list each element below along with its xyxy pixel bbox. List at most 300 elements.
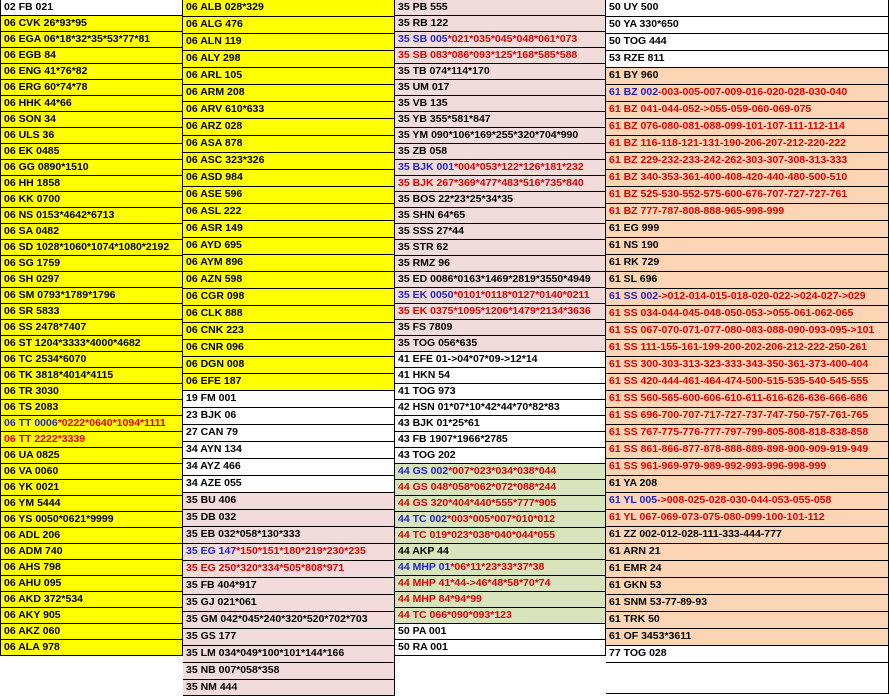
cell-text: 06 ASC 323*326 [186,154,265,166]
cell-text: 06 DGN 008 [186,358,245,370]
cell-text: 06 AZN 598 [186,273,243,285]
cell[interactable] [606,561,889,578]
cell-text: 61 YL 005 [609,494,658,506]
cell-text: 61 SS 300-303-313-323-333-343-350-361-373-400-404 [609,358,869,370]
cell-text: 06 HH 1858 [4,177,61,189]
cell[interactable] [183,119,395,136]
cell[interactable] [0,96,183,112]
cell-text: 61 TRK 50 [609,613,660,625]
cell[interactable] [0,528,183,544]
cell-text: 35 LM 034*049*100*101*144*166 [186,647,345,659]
cell[interactable] [0,288,183,304]
cell-text: 06 SG 1759 [4,257,61,269]
cell[interactable] [395,320,606,336]
cell-text: 35 SSS 27*44 [398,225,464,237]
cell[interactable] [0,544,183,560]
cell-text: *150*151*180*219*230*235 [236,545,366,557]
cell[interactable] [0,208,183,224]
cell[interactable] [0,112,183,128]
cell-text: 19 FM 001 [186,392,237,404]
cell[interactable] [395,144,606,160]
cell[interactable] [0,464,183,480]
cell[interactable] [0,640,183,656]
cell-text: 06 ARZ 028 [186,120,243,132]
cell-text: 61 EG 999 [609,222,660,234]
cell[interactable] [395,624,606,640]
cell-text: 06 CLK 888 [186,307,243,319]
cell[interactable] [395,640,606,656]
cell[interactable] [0,0,183,16]
cell[interactable] [395,224,606,240]
cell-text: 06 TR 3030 [4,385,59,397]
cell-text: 06 ALY 298 [186,52,241,64]
cell-text: 35 GS 177 [186,630,237,642]
cell[interactable] [183,442,395,459]
cell[interactable] [183,629,395,646]
cell[interactable] [395,512,606,528]
cell[interactable] [0,512,183,528]
cell-text: 44 GS 320*404*440*555*777*905 [398,497,557,509]
cell[interactable] [0,496,183,512]
cell[interactable] [183,0,395,17]
cell[interactable] [0,448,183,464]
cell[interactable] [0,368,183,384]
cell[interactable] [0,80,183,96]
cell[interactable] [606,595,889,612]
cell-text: 61 SS 560-565-600-606-610-611-616-626-636-666-686 [609,392,868,404]
cell-text: 06 TK 3818*4014*4115 [4,369,114,381]
cell[interactable] [395,480,606,496]
cell-text: 06 ERG 60*74*78 [4,81,88,93]
cell[interactable] [183,272,395,289]
cell[interactable] [606,85,889,102]
cell-text: 35 YB 355*581*847 [398,113,491,125]
cell[interactable] [395,64,606,80]
cell-text: 06 YS 0050*0621*9999 [4,513,114,525]
cell-text: 06 ASA 878 [186,137,243,149]
cell-text: 06 SA 0482 [4,225,60,237]
cell[interactable] [183,68,395,85]
cell-text: 06 EFE 187 [186,375,242,387]
cell[interactable] [0,64,183,80]
cell[interactable] [183,51,395,68]
cell-text: 61 RK 729 [609,256,660,268]
cell-text: *007*023*034*038*044 [448,465,557,477]
cell[interactable] [183,493,395,510]
cell[interactable] [0,192,183,208]
cell[interactable] [606,476,889,493]
cell[interactable] [606,442,889,459]
cell[interactable] [606,68,889,85]
cell[interactable] [183,425,395,442]
cell[interactable] [0,576,183,592]
cell[interactable] [395,400,606,416]
cell[interactable] [395,560,606,576]
cell[interactable] [0,176,183,192]
cell[interactable] [606,289,889,306]
cell-text: *06*11*23*33*37*38 [450,561,545,573]
cell-text: 50 PA 001 [398,625,447,637]
cell-text: 61 SS 420-444-461-464-474-500-515-535-540-545-555 [609,375,869,387]
cell-text: 06 AYM 896 [186,256,244,268]
cell[interactable] [606,629,889,646]
cell-text: 06 ASD 984 [186,171,243,183]
cell-text: 50 UY 500 [609,1,659,13]
cell[interactable] [183,238,395,255]
cell-text: 61 BY 960 [609,69,659,81]
cell-text: 06 ST 1204*3333*4000*4682 [4,337,141,349]
cell[interactable] [183,663,395,680]
cell-text: 06 CGR 098 [186,290,245,302]
cell-text: 23 BJK 06 [186,409,237,421]
cell[interactable] [395,256,606,272]
cell[interactable] [395,432,606,448]
cell[interactable] [395,416,606,432]
cell[interactable] [395,32,606,48]
cell[interactable] [606,408,889,425]
cell[interactable] [183,17,395,34]
cell[interactable] [395,208,606,224]
cell[interactable] [606,221,889,238]
cell-text: 35 UM 017 [398,81,450,93]
cell-text: ->008-025-028-030-044-053-055-058 [657,494,832,506]
cell[interactable] [606,663,889,694]
cell[interactable] [395,16,606,32]
cell-text: 35 BJK 001 [398,161,455,173]
cell[interactable] [183,340,395,357]
cell-text: 43 FB 1907*1966*2785 [398,433,508,445]
cell[interactable] [183,510,395,527]
cell[interactable] [395,128,606,144]
cell[interactable] [183,595,395,612]
cell[interactable] [183,357,395,374]
cell-text: 06 ASR 149 [186,222,243,234]
cell[interactable] [183,136,395,153]
cell-text: 06 AYD 695 [186,239,242,251]
cell[interactable] [606,51,889,68]
cell[interactable] [606,646,889,663]
cell-text: 61 BZ 229-232-233-242-262-303-307-308-313-333 [609,154,848,166]
cell[interactable] [0,336,183,352]
cell-text: 06 AKZ 060 [4,625,61,637]
cell[interactable] [0,352,183,368]
cell[interactable] [606,255,889,272]
cell-text: 06 YM 5444 [4,497,61,509]
cell-text: 77 TOG 028 [609,647,667,659]
cell-text: 34 AYN 134 [186,443,242,455]
cell[interactable] [606,374,889,391]
cell[interactable] [395,496,606,512]
cell[interactable] [0,16,183,32]
cell[interactable] [606,102,889,119]
cell[interactable] [606,544,889,561]
cell[interactable] [606,340,889,357]
cell-text: 61 SS 767-775-776-777-797-799-805-808-818-838-858 [609,426,869,438]
cell[interactable] [183,170,395,187]
cell-text: 35 FS 7809 [398,321,453,333]
cell[interactable] [395,528,606,544]
cell-text: 61 SS 002 [609,290,659,302]
cell[interactable] [183,187,395,204]
cell[interactable] [183,306,395,323]
cell[interactable] [0,32,183,48]
cell[interactable] [0,416,183,432]
cell[interactable] [0,144,183,160]
cell[interactable] [395,592,606,608]
cell-text: 06 ADM 740 [4,545,63,557]
cell-text: 06 CVK 26*93*95 [4,17,87,29]
cell-text: 35 RB 122 [398,17,449,29]
cell-text: 50 RA 001 [398,641,448,653]
cell[interactable] [395,288,606,304]
cell-text: *004*053*122*126*181*232 [454,161,584,173]
cell[interactable] [0,560,183,576]
cell[interactable] [606,425,889,442]
cell[interactable] [606,136,889,153]
cell[interactable] [395,336,606,352]
cell-text: 35 BOS 22*23*25*34*35 [398,193,514,205]
cell[interactable] [0,432,183,448]
cell[interactable] [183,578,395,595]
cell[interactable] [0,48,183,64]
cell-text: 61 BZ 041-044-052->055-059-060-069-075 [609,103,812,115]
cell[interactable] [0,384,183,400]
cell[interactable] [606,323,889,340]
cell[interactable] [395,0,606,16]
cell[interactable] [606,510,889,527]
cell-text: 53 RZE 811 [609,52,665,64]
cell[interactable] [183,102,395,119]
cell-text: 35 RMZ 96 [398,257,450,269]
cell-text: -003-005-007-009-016-020-028-030-040 [658,86,848,98]
cell[interactable] [395,464,606,480]
cell[interactable] [0,608,183,624]
cell[interactable] [606,306,889,323]
cell[interactable] [606,170,889,187]
cell-text: 35 SHN 64*65 [398,209,466,221]
cell-text: 61 GKN 53 [609,579,662,591]
cell-text: 35 BJK 267*369*477*483*516*735*840 [398,177,584,189]
cell-text: 35 ED 0086*0163*1469*2819*3550*4949 [398,273,591,285]
cell-text: 06 SD 1028*1060*1074*1080*2192 [4,241,170,253]
cell-text: 44 GS 048*058*062*072*088*244 [398,481,557,493]
cell[interactable] [395,240,606,256]
cell-text: 35 PB 555 [398,1,448,13]
cell-text: 06 TS 2083 [4,401,59,413]
cell-text: 06 ULS 36 [4,129,55,141]
cell[interactable] [395,608,606,624]
cell[interactable] [183,153,395,170]
cell-text: 61 BZ 076-080-081-088-099-101-107-111-112-114 [609,120,845,132]
cell[interactable] [0,160,183,176]
cell-text: 61 BZ 002 [609,86,659,98]
cell-text: 44 MHP 84*94*99 [398,593,482,605]
cell[interactable] [183,612,395,629]
cell-text: 06 EGB 84 [4,49,56,61]
cell[interactable] [395,272,606,288]
cell-text: 06 GG 0890*1510 [4,161,89,173]
cell[interactable] [606,153,889,170]
cell-text: 61 ZZ 002-012-028-111-333-444-777 [609,528,782,540]
cell-text: 06 HHK 44*66 [4,97,72,109]
cell-text: 02 FB 021 [4,1,54,13]
cell-text: 35 EK 0050 [398,289,454,301]
cell[interactable] [183,561,395,578]
cell[interactable] [183,85,395,102]
cell-text: 35 EB 032*058*130*333 [186,528,301,540]
cell[interactable] [0,224,183,240]
cell-text: 35 SB 083*086*093*125*168*585*588 [398,49,578,61]
cell[interactable] [183,255,395,272]
cell-text: 35 EG 250*320*334*505*808*971 [186,562,345,574]
cell[interactable] [183,34,395,51]
cell[interactable] [0,128,183,144]
cell[interactable] [395,576,606,592]
cell[interactable] [395,48,606,64]
cell[interactable] [606,612,889,629]
cell-text: 50 TOG 444 [609,35,667,47]
cell-text: 43 BJK 01*25*61 [398,417,480,429]
cell[interactable] [395,192,606,208]
cell-text: 61 SS 111-155-161-199-200-202-206-212-222-250-261 [609,341,868,353]
cell[interactable] [606,187,889,204]
cell[interactable] [0,256,183,272]
cell[interactable] [606,459,889,476]
cell[interactable] [606,34,889,51]
cell[interactable] [395,448,606,464]
cell[interactable] [0,304,183,320]
cell-text: 06 AKD 372*534 [4,593,83,605]
cell-text: 06 ALN 119 [186,35,242,47]
cell-text: 61 BZ 525-530-552-575-600-676-707-727-727-761 [609,188,848,200]
cell-text: 06 SR 5833 [4,305,60,317]
cell[interactable] [0,320,183,336]
cell-text: 44 GS 002 [398,465,449,477]
cell-text: 61 SS 861-866-877-878-888-889-898-900-909-919-949 [609,443,869,455]
cell[interactable] [606,578,889,595]
cell-text: 35 SB 005 [398,33,448,45]
cell-text: 42 HSN 01*07*10*42*44*70*82*83 [398,401,560,413]
cell-text: 06 EK 0485 [4,145,60,157]
cell[interactable] [606,272,889,289]
cell-text: 06 TT 2222*3339 [4,433,86,445]
cell-text: 61 SS 067-070-071-077-080-083-088-090-093-095->101 [609,324,875,336]
cell-text: 06 EGA 06*18*32*35*53*77*81 [4,33,151,45]
cell[interactable] [395,176,606,192]
cell-text: 06 ALB 028*329 [186,1,264,13]
cell[interactable] [183,408,395,425]
cell-text: 35 NM 444 [186,681,238,693]
cell-text: 35 FB 404*917 [186,579,257,591]
cell-text: 06 SH 0297 [4,273,60,285]
cell-text: 06 CNR 096 [186,341,244,353]
cell[interactable] [606,357,889,374]
cell-text: 35 ZB 058 [398,145,448,157]
cell-text: 61 SS 034-044-045-048-050-053->055-061-062-065 [609,307,854,319]
cell[interactable] [183,646,395,663]
cell-text: *003*005*007*010*012 [447,513,556,525]
cell-text: 06 TC 2534*6070 [4,353,87,365]
cell-text: 61 YL 067-069-073-075-080-099-100-101-112 [609,511,825,523]
cell-text: 44 TC 019*023*038*040*044*055 [398,529,556,541]
cell[interactable] [0,480,183,496]
cell[interactable] [0,592,183,608]
cell[interactable] [395,384,606,400]
cell[interactable] [395,80,606,96]
cell-text: 61 YA 208 [609,477,658,489]
cell-text: 35 GJ 021*061 [186,596,257,608]
cell-text: 41 TOG 973 [398,385,456,397]
cell[interactable] [183,476,395,493]
cell-text: *0101*0118*0127*0140*0211 [453,289,590,301]
cell-text: 35 BU 406 [186,494,237,506]
cell[interactable] [0,624,183,640]
cell[interactable] [183,680,395,696]
cell[interactable] [395,352,606,368]
cell-text: 06 ADL 206 [4,529,61,541]
cell-text: 61 SS 961-969-979-989-992-993-996-998-999 [609,460,827,472]
cell[interactable] [183,221,395,238]
cell[interactable] [395,160,606,176]
cell-text: 06 ALA 978 [4,641,60,653]
cell-text: 41 EFE 01->04*07*09->12*14 [398,353,538,365]
cell-text: 34 AYZ 466 [186,460,241,472]
cell[interactable] [183,289,395,306]
cell[interactable] [395,112,606,128]
cell-text: 35 EK 0375*1095*1206*1479*2134*3636 [398,305,591,317]
cell[interactable] [183,391,395,408]
cell-text: 41 HKN 54 [398,369,450,381]
cell-text: 06 ASL 222 [186,205,242,217]
cell[interactable] [606,391,889,408]
cell-text: 44 AKP 44 [398,545,449,557]
cell[interactable] [606,527,889,544]
cell[interactable] [606,493,889,510]
cell-text: 44 MHP 01 [398,561,451,573]
cell[interactable] [0,272,183,288]
cell-text: 44 TC 002 [398,513,448,525]
cell[interactable] [183,323,395,340]
cell[interactable] [395,368,606,384]
cell[interactable] [395,544,606,560]
cell[interactable] [606,238,889,255]
cell[interactable] [606,17,889,34]
cell[interactable] [183,374,395,391]
cell[interactable] [606,119,889,136]
cell-text: 61 ARN 21 [609,545,661,557]
cell[interactable] [183,459,395,476]
cell-text: 06 ASE 596 [186,188,243,200]
cell[interactable] [606,0,889,17]
cell[interactable] [606,204,889,221]
cell[interactable] [0,240,183,256]
cell[interactable] [395,304,606,320]
cell[interactable] [0,400,183,416]
cell[interactable] [183,204,395,221]
cell-text: 06 ENG 41*76*82 [4,65,88,77]
cell-text: *0222*0640*1094*1111 [57,417,166,429]
cell-text: 35 TB 074*114*170 [398,65,490,77]
cell[interactable] [183,544,395,561]
cell-text: 06 CNK 223 [186,324,244,336]
cell[interactable] [183,527,395,544]
cell-text: 61 SS 696-700-707-717-727-737-747-750-757-761-765 [609,409,869,421]
cell-text: 06 SM 0793*1789*1796 [4,289,116,301]
cell[interactable] [395,96,606,112]
cell-text: *021*035*045*048*061*073 [447,33,578,45]
cell-text: 61 BZ 777-787-808-888-965-998-999 [609,205,785,217]
cell-text: 43 TOG 202 [398,449,456,461]
